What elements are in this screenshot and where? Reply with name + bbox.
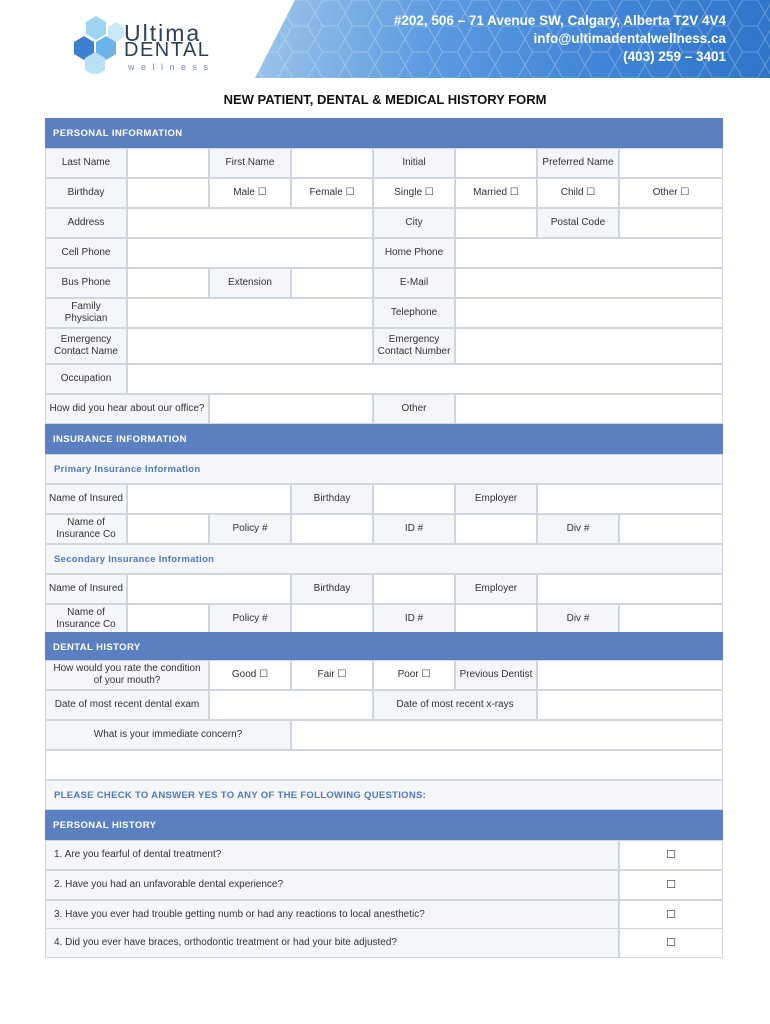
input-first-name[interactable]	[291, 148, 373, 178]
label-cell-phone: Cell Phone	[45, 238, 127, 268]
row-secondary-insured	[45, 574, 723, 604]
label-home-phone: Home Phone	[373, 238, 455, 268]
label-secondary-id: ID #	[373, 604, 455, 634]
label-rate-condition: How would you rate the condition of your mouth?	[45, 660, 209, 690]
checkbox-other-status[interactable]: Other ☐	[619, 178, 723, 208]
input-concern-continued[interactable]	[45, 750, 723, 780]
label-primary-employer: Employer	[455, 484, 537, 514]
row-names	[45, 148, 723, 178]
label-emergency-name: Emergency Contact Name	[45, 328, 127, 364]
question-row	[45, 870, 723, 900]
input-primary-div[interactable]	[619, 514, 723, 544]
question-row	[45, 840, 723, 870]
input-previous-dentist[interactable]	[537, 660, 723, 690]
row-birthday-status	[45, 178, 723, 208]
instructions-check-yes: PLEASE CHECK TO ANSWER YES TO ANY OF THE FOLLOWING QUESTIONS:	[45, 780, 723, 810]
input-birthday[interactable]	[127, 178, 209, 208]
input-family-physician[interactable]	[127, 298, 373, 328]
input-secondary-name-insured[interactable]	[127, 574, 291, 604]
input-address[interactable]	[127, 208, 373, 238]
label-initial: Initial	[373, 148, 455, 178]
row-hear-about	[45, 394, 723, 424]
label-primary-div: Div #	[537, 514, 619, 544]
question-text: 1. Are you fearful of dental treatment?	[45, 840, 619, 870]
label-secondary-birthday: Birthday	[291, 574, 373, 604]
checkbox-child[interactable]: Child ☐	[537, 178, 619, 208]
input-postal-code[interactable]	[619, 208, 723, 238]
input-emergency-number[interactable]	[455, 328, 723, 364]
row-secondary-insurance-co	[45, 604, 723, 634]
input-email[interactable]	[455, 268, 723, 298]
input-primary-insurance-co[interactable]	[127, 514, 209, 544]
label-previous-dentist: Previous Dentist	[455, 660, 537, 690]
input-emergency-name[interactable]	[127, 328, 373, 364]
page-header	[0, 0, 770, 84]
label-primary-birthday: Birthday	[291, 484, 373, 514]
subsection-secondary-insurance: Secondary Insurance Information	[45, 544, 723, 574]
row-bus-phone	[45, 268, 723, 298]
banner-diagonal	[255, 0, 295, 78]
input-immediate-concern[interactable]	[291, 720, 723, 750]
label-secondary-policy: Policy #	[209, 604, 291, 634]
section-personal-history: PERSONAL HISTORY	[45, 810, 723, 840]
row-concern-continued	[45, 750, 723, 780]
label-primary-policy: Policy #	[209, 514, 291, 544]
clinic-contact	[394, 12, 726, 66]
input-extension[interactable]	[291, 268, 373, 298]
label-birthday: Birthday	[45, 178, 127, 208]
question-checkbox[interactable]: ☐	[619, 900, 723, 930]
input-hear-about[interactable]	[209, 394, 373, 424]
section-personal-information: PERSONAL INFORMATION	[45, 118, 723, 148]
input-other[interactable]	[455, 394, 723, 424]
logo-word-wellness: wellness	[128, 62, 215, 72]
label-last-name: Last Name	[45, 148, 127, 178]
input-city[interactable]	[455, 208, 537, 238]
section-insurance-information: INSURANCE INFORMATION	[45, 424, 723, 454]
label-secondary-name-insured: Name of Insured	[45, 574, 127, 604]
checkbox-good[interactable]: Good ☐	[209, 660, 291, 690]
input-primary-employer[interactable]	[537, 484, 723, 514]
input-home-phone[interactable]	[455, 238, 723, 268]
label-emergency-number: Emergency Contact Number	[373, 328, 455, 364]
input-primary-name-insured[interactable]	[127, 484, 291, 514]
label-recent-xrays: Date of most recent x-rays	[373, 690, 537, 720]
question-text: 2. Have you had an unfavorable dental experience?	[45, 870, 619, 900]
input-primary-id[interactable]	[455, 514, 537, 544]
question-checkbox[interactable]: ☐	[619, 870, 723, 900]
label-first-name: First Name	[209, 148, 291, 178]
label-hear-about: How did you hear about our office?	[45, 394, 209, 424]
label-other: Other	[373, 394, 455, 424]
checkbox-married[interactable]: Married ☐	[455, 178, 537, 208]
clinic-phone: (403) 259 – 3401	[623, 49, 726, 64]
input-recent-xrays[interactable]	[537, 690, 723, 720]
input-preferred-name[interactable]	[619, 148, 723, 178]
row-recent-exam	[45, 690, 723, 720]
clinic-email: info@ultimadentalwellness.ca	[533, 31, 726, 46]
question-checkbox[interactable]: ☐	[619, 840, 723, 870]
clinic-logo	[70, 16, 230, 74]
label-city: City	[373, 208, 455, 238]
section-dental-history: DENTAL HISTORY	[45, 632, 723, 662]
label-secondary-employer: Employer	[455, 574, 537, 604]
row-immediate-concern	[45, 720, 723, 750]
input-primary-birthday[interactable]	[373, 484, 455, 514]
input-telephone[interactable]	[455, 298, 723, 328]
checkbox-male[interactable]: Male ☐	[209, 178, 291, 208]
label-extension: Extension	[209, 268, 291, 298]
question-row	[45, 900, 723, 930]
question-text: 3. Have you ever had trouble getting numb or had any reactions to local anesthetic?	[45, 900, 619, 930]
row-phones	[45, 238, 723, 268]
input-cell-phone[interactable]	[127, 238, 373, 268]
input-primary-policy[interactable]	[291, 514, 373, 544]
label-address: Address	[45, 208, 127, 238]
label-telephone: Telephone	[373, 298, 455, 328]
checkbox-single[interactable]: Single ☐	[373, 178, 455, 208]
input-occupation[interactable]	[127, 364, 723, 394]
label-bus-phone: Bus Phone	[45, 268, 127, 298]
input-secondary-div[interactable]	[619, 604, 723, 634]
logo-word-ultima: Ultima	[124, 20, 202, 46]
row-family-physician	[45, 298, 723, 328]
input-bus-phone[interactable]	[127, 268, 209, 298]
clinic-address: #202, 506 – 71 Avenue SW, Calgary, Alberta T2V 4V4	[393, 13, 726, 28]
hexagon-logo-icon	[70, 16, 126, 74]
label-primary-id: ID #	[373, 514, 455, 544]
input-last-name[interactable]	[127, 148, 209, 178]
row-address	[45, 208, 723, 238]
row-primary-insured	[45, 484, 723, 514]
label-primary-insurance-co: Name of Insurance Co	[45, 514, 127, 544]
label-immediate-concern: What is your immediate concern?	[45, 720, 291, 750]
label-family-physician: Family Physician	[45, 298, 127, 328]
checkbox-fair[interactable]: Fair ☐	[291, 660, 373, 690]
logo-word-dental: DENTAL	[124, 39, 211, 61]
question-checkbox[interactable]: ☐	[619, 928, 723, 958]
input-recent-exam[interactable]	[209, 690, 373, 720]
label-primary-name-insured: Name of Insured	[45, 484, 127, 514]
input-secondary-employer[interactable]	[537, 574, 723, 604]
row-mouth-condition	[45, 660, 723, 690]
form-title: NEW PATIENT, DENTAL & MEDICAL HISTORY FORM	[223, 92, 547, 107]
question-text: 4. Did you ever have braces, orthodontic treatment or had your bite adjusted?	[45, 928, 619, 958]
subsection-primary-insurance: Primary Insurance Information	[45, 454, 723, 484]
label-secondary-insurance-co: Name of Insurance Co	[45, 604, 127, 634]
label-recent-exam: Date of most recent dental exam	[45, 690, 209, 720]
input-secondary-birthday[interactable]	[373, 574, 455, 604]
label-email: E-Mail	[373, 268, 455, 298]
label-postal-code: Postal Code	[537, 208, 619, 238]
input-secondary-insurance-co[interactable]	[127, 604, 209, 634]
row-emergency-contact	[45, 328, 723, 364]
label-secondary-div: Div #	[537, 604, 619, 634]
row-occupation	[45, 364, 723, 394]
checkbox-poor[interactable]: Poor ☐	[373, 660, 455, 690]
input-secondary-policy[interactable]	[291, 604, 373, 634]
question-row	[45, 928, 723, 958]
input-secondary-id[interactable]	[455, 604, 537, 634]
label-occupation: Occupation	[45, 364, 127, 394]
input-initial[interactable]	[455, 148, 537, 178]
checkbox-female[interactable]: Female ☐	[291, 178, 373, 208]
label-preferred-name: Preferred Name	[537, 148, 619, 178]
row-primary-insurance-co	[45, 514, 723, 544]
